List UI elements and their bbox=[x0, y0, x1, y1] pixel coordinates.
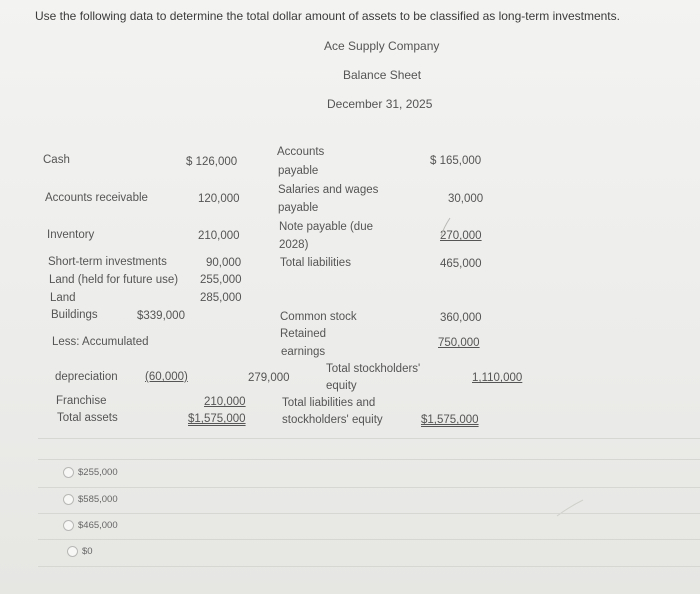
divider bbox=[38, 539, 700, 540]
franchise-label: Franchise bbox=[56, 395, 107, 407]
cash-label: Cash bbox=[43, 154, 70, 166]
common-stock-label: Common stock bbox=[280, 311, 357, 323]
company-name: Ace Supply Company bbox=[324, 39, 440, 53]
total-assets-value: $1,575,000 bbox=[188, 413, 246, 425]
pencil-mark-icon bbox=[555, 498, 585, 518]
answer-option-label: $255,000 bbox=[78, 467, 118, 478]
ap-label-1: Accounts bbox=[277, 146, 325, 158]
divider bbox=[38, 566, 700, 567]
tse-value: 1,110,000 bbox=[472, 372, 523, 384]
answer-option-label: $585,000 bbox=[78, 494, 118, 505]
answer-option-0[interactable] bbox=[67, 546, 93, 557]
radio-button[interactable] bbox=[63, 467, 74, 478]
tle-value: $1,575,000 bbox=[421, 414, 479, 426]
buildings-net-value: 279,000 bbox=[248, 372, 290, 384]
buildings-label: Buildings bbox=[51, 309, 98, 321]
retained-value: 750,000 bbox=[438, 337, 480, 349]
land-future-label: Land (held for future use) bbox=[49, 274, 179, 286]
retained-label-2: earnings bbox=[281, 346, 326, 358]
inventory-value: 210,000 bbox=[198, 230, 240, 242]
ar-label: Accounts receivable bbox=[45, 192, 148, 204]
tle-label-1: Total liabilities and bbox=[282, 397, 376, 409]
depreciation-value: (60,000) bbox=[145, 371, 188, 383]
divider bbox=[38, 513, 700, 514]
cash-value: $ 126,000 bbox=[186, 156, 238, 168]
tse-label-2: equity bbox=[326, 380, 357, 392]
total-liabilities-value: 465,000 bbox=[440, 258, 482, 270]
sw-label-2: payable bbox=[278, 202, 319, 214]
radio-button[interactable] bbox=[67, 546, 78, 557]
pencil-mark-icon bbox=[436, 216, 456, 238]
franchise-value: 210,000 bbox=[204, 396, 246, 408]
ar-value: 120,000 bbox=[198, 193, 240, 205]
less-accumulated-label: Less: Accumulated bbox=[52, 336, 149, 348]
answer-option-label: $465,000 bbox=[78, 520, 118, 531]
inventory-label: Inventory bbox=[47, 229, 95, 241]
sw-value: 30,000 bbox=[448, 193, 484, 205]
answer-option-585000[interactable] bbox=[63, 494, 118, 505]
common-stock-value: 360,000 bbox=[440, 312, 482, 324]
radio-button[interactable] bbox=[63, 494, 74, 505]
ap-label-2: payable bbox=[278, 165, 319, 177]
sti-value: 90,000 bbox=[206, 257, 242, 269]
divider bbox=[38, 487, 700, 488]
radio-button[interactable] bbox=[63, 520, 74, 531]
statement-date: December 31, 2025 bbox=[327, 97, 433, 111]
total-liabilities-label: Total liabilities bbox=[280, 257, 351, 269]
np-value: 270,000 bbox=[440, 230, 482, 242]
question-text: Use the following data to determine the total dollar amount of assets to be classified as long-term investments. bbox=[35, 9, 620, 23]
tle-label-2: stockholders' equity bbox=[282, 414, 383, 426]
sti-label: Short-term investments bbox=[48, 256, 167, 268]
retained-label-1: Retained bbox=[280, 328, 327, 340]
answer-option-label: $0 bbox=[82, 546, 93, 557]
divider bbox=[38, 459, 700, 460]
divider bbox=[38, 438, 700, 439]
np-label-1: Note payable (due bbox=[279, 221, 373, 233]
answer-option-465000[interactable] bbox=[63, 520, 118, 531]
statement-title: Balance Sheet bbox=[343, 68, 422, 82]
np-label-2: 2028) bbox=[279, 239, 309, 251]
buildings-value: $339,000 bbox=[137, 310, 185, 322]
answer-option-255000[interactable] bbox=[63, 467, 118, 478]
depreciation-label: depreciation bbox=[55, 371, 118, 383]
land-value: 285,000 bbox=[200, 292, 242, 304]
tse-label-1: Total stockholders' bbox=[326, 363, 421, 375]
sw-label-1: Salaries and wages bbox=[278, 184, 379, 196]
land-label: Land bbox=[50, 292, 76, 304]
total-assets-label: Total assets bbox=[57, 412, 118, 424]
land-future-value: 255,000 bbox=[200, 274, 242, 286]
ap-value: $ 165,000 bbox=[430, 155, 482, 167]
